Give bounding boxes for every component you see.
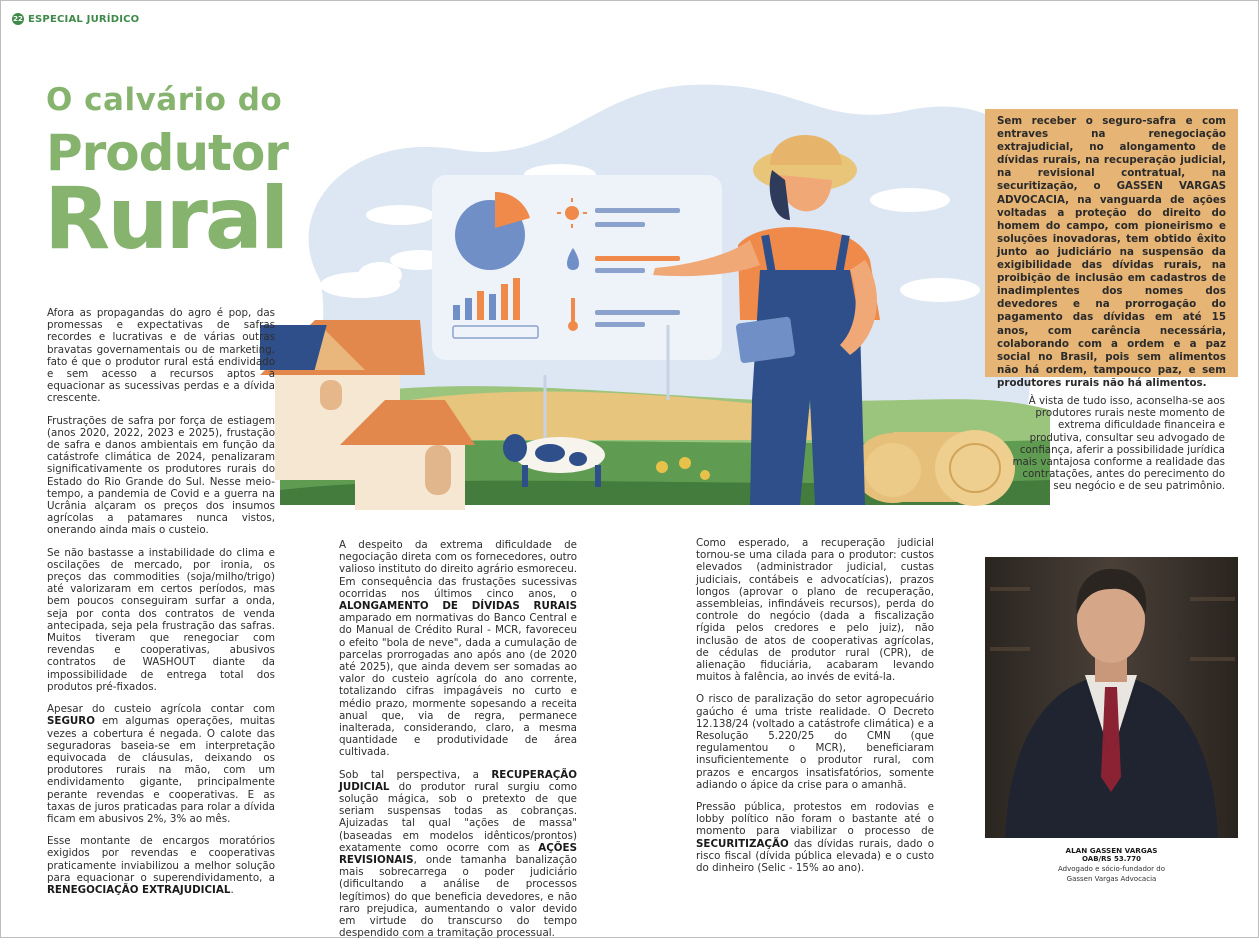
keyword-alongamento: ALONGAMENTO DE DÍVIDAS RURAIS: [339, 600, 577, 613]
title-line-1: O calvário do: [46, 82, 283, 118]
paragraph: Sob tal perspectiva, a RECUPERAÇÃO JUDICIAL do produtor rural surgiu como solução mágica, sob o pretexto de que seriam suspensas todas as cobranças. Ajuizadas tal qual "ações de massa" (baseadas em modelos idênticos/prontos) exatamente como ocorre com as AÇÕES REVISIONAIS, onde tamanha banalização mais sobrecarrega o poder judiciário (dificultando a análise de processos legítimos) do que beneficia devedores, e não raro prejudica, aumentando o valor devido em virtude do transcurso do tempo despendido com a tramitação processual.: [339, 768, 577, 940]
paragraph: A despeito da extrema dificuldade de negociação direta com os fornecedores, outro valioso instituto do direito agrário esmoreceu. Em consequência das frustações sucessivas ocorridas nos últimos cinco anos, o ALONGAMENTO DE DÍVIDAS RURAIS amparado em normativas do Banco Central e do Manual de Crédito Rural - MCR, favoreceu o efeito "bola de neve", dada a cumulação de parcelas prorrogadas ano após ano (de 2020 até 2025), que ainda devem ser somadas ao valor do custeio agrícola do ano corrente, totalizando cifras impagáveis no curto e médio prazo, mormente sopesando a receita anual que, via de regra, permanece inalterada, considerando, claro, a mesma quantidade e produtividade de área cultivada.: [339, 539, 577, 759]
paragraph: Como esperado, a recuperação judicial tornou-se uma cilada para o produtor: custos elevados (administrador judicial, custas judiciais, contábeis e advocatícias), prazos longos (aprovar o plano de recuperação, assembleias, infindáveis recursos), perda do controle do negócio (dada a fiscalização rígida pelos credores e pelo juiz), não inclusão de atos de cooperativas agrícolas, de cédulas de produtor rural (CPR), de alienação fiduciária, acabaram levando muitos à falência, ao invés de evitá-la.: [696, 537, 934, 684]
title-line-2: Produtor: [46, 124, 288, 182]
title-line-3: Rural: [44, 169, 287, 269]
keyword-securitizacao: SECURITIZAÇÃO: [696, 837, 789, 850]
article-column-2: [339, 539, 577, 950]
author-photo: [985, 557, 1238, 838]
author-registration: OAB/RS 53.770: [1082, 855, 1141, 863]
paragraph: Se não bastasse a instabilidade do clima e oscilações de mercado, por ironia, os preços das commodities (soja/milho/trigo) até valorizaram em certos períodos, mas bem poucos conseguiram surfar a onda, seja por conta dos contratos de venda antecipada, seja pela frustração das safras. Muitos tiveram que renegociar com revendas e cooperativas, abusivos contratos de WASHOUT diante da impossibilidade de entrega total dos produtos pré-fixados.: [47, 546, 275, 693]
article-column-4: [1005, 395, 1225, 503]
paragraph: Frustrações de safra por força de estiagem (anos 2020, 2022, 2023 e 2025), frustação de safra e danos ambientais em função da catástrofe climática de 2024, penalizaram significativamente os produtores rurais do Estado do Rio Grande do Sul. Nesse meio-tempo, a pandemia de Covid e a guerra na Ucrânia alçaram os preços dos insumos agrícolas a patamares nunca vistos, onerando ainda mais o custeio.: [47, 414, 275, 537]
callout-box: [985, 109, 1238, 389]
keyword-acoes-revisionais: AÇÕES REVISIONAIS: [339, 841, 577, 867]
paragraph: À vista de tudo isso, aconselha-se aos produtores rurais neste momento de extrema dificuldade financeira e produtiva, consultar seu advogado de confiança, aferir a possibilidade jurídica mais vantajosa conforme a realidade das contratações, antes do perecimento do seu negócio e de seu patrimônio.: [1012, 395, 1225, 493]
article-column-3: [696, 537, 934, 884]
page-number: 22: [13, 15, 23, 23]
author-name: ALAN GASSEN VARGAS: [1065, 846, 1158, 855]
keyword-renegociacao: RENEGOCIAÇÃO EXTRAJUDICIAL: [47, 883, 231, 896]
keyword-recuperacao: RECUPERAÇÃO JUDICIAL: [339, 768, 577, 793]
farmer-illustration: [260, 70, 1060, 510]
paragraph: Pressão pública, protestos em rodovias e lobby político não foram o bastante até o momento para viabilizar o processo de SECURITIZAÇÃO das dívidas rurais, dado o risco fiscal (dívida pública elevada) e o custo do dinheiro (Selic - 15% ao ano).: [696, 801, 934, 875]
callout-text: Sem receber o seguro-safra e com entraves na renegociação extrajudicial, no alongamento de dívidas rurais, na recuperação judicial, na revisional contratual, na securitização, o GASSEN VARGAS ADVOCACIA, na vanguarda de ações voltadas a proteção do direito do homem do campo, com pioneirismo e soluções inovadoras, tem obtido êxito junto ao judiciário na suspensão da exigibilidade das dívidas rurais, na proibição de inclusão em cadastros de inadimplentes dos nomes dos devedores e na prorrogação do pagamento das dívidas em até 15 anos, com carência necessária, colaborando com a ordem e a paz social no Brasil, pois sem alimentos não há ordem, tampouco paz, e sem produtores rurais não há alimentos.: [997, 115, 1226, 389]
paragraph: Apesar do custeio agrícola contar com SEGURO em algumas operações, muitas vezes a cobertura é negada. O calote das seguradoras baseia-se em interpretação equivocada de cláusulas, deixando os produtores rurais na mão, com um endividamento gigante, principalmente perante revendas e cooperativas. E as taxas de juros praticadas para rolar a dívida ficam em abusivos 2%, 3% ao mês.: [47, 703, 275, 825]
paragraph: O risco de paralização do setor agropecuário gaúcho é uma triste realidade. O Decreto 12.138/24 (voltado a catástrofe climática) e a Resolução 5.220/25 do CMN (que regulamentou o MCR), beneficiaram insuficientemente o produtor rural, com prazos e encargos insatisfatórios, somente adiando o ápice da crise para o amanhã.: [696, 693, 934, 791]
article-column-1: [47, 307, 275, 906]
paragraph: Afora as propagandas do agro é pop, das promessas e expectativas de safras recordes e lucrativas e de várias outras bravatas governamentais ou de marketing, fato é que o produtor rural está endividado e sem acesso a recursos aptos a equacionar as sucessivas perdas e a dívida crescente.: [47, 307, 275, 405]
page-header: [12, 13, 139, 25]
author-role: Advogado e sócio-fundador do Gassen Vargas Advocacia: [1057, 865, 1166, 883]
paragraph: Esse montante de encargos moratórios exigidos por revendas e cooperativas praticamente inviabilizou a melhor solução para equacionar o superendividamento, a RENEGOCIAÇÃO EXTRAJUDICIAL.: [47, 835, 275, 896]
section-label: ESPECIAL JURÍDICO: [28, 13, 140, 25]
keyword-seguro: SEGURO: [47, 715, 95, 728]
